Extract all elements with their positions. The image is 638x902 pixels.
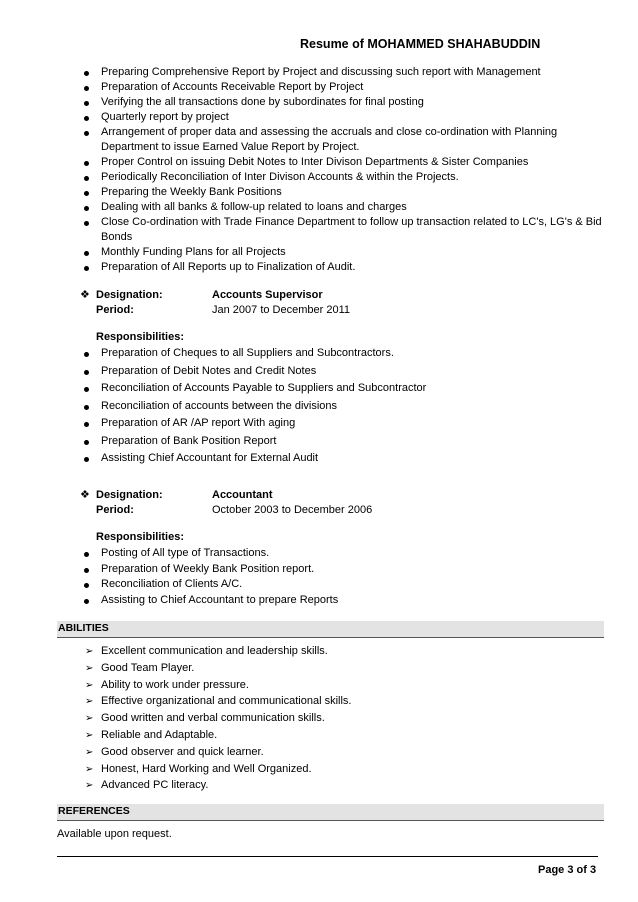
arrow-bullet-icon: ➢ [85, 746, 94, 758]
list-item: Dealing with all banks & follow-up related to loans and charges [57, 200, 602, 215]
list-item: ➢ Good observer and quick learner. [85, 745, 264, 758]
bullet-icon [84, 251, 89, 256]
job-1-responsibilities-list [57, 346, 602, 469]
arrow-bullet-icon: ➢ [85, 713, 94, 725]
list-item: Quarterly report by project [57, 110, 602, 125]
arrow-bullet-icon: ➢ [85, 662, 94, 674]
bullet-icon [84, 405, 89, 410]
list-item: ➢ Advanced PC literacy. [85, 779, 209, 792]
list-item: Reconciliation of Accounts Payable to Suppliers and Subcontractor [57, 381, 602, 396]
bullet-icon [84, 583, 89, 588]
diamond-bullet-icon: ❖ [80, 289, 90, 301]
bullet-icon [84, 116, 89, 121]
list-item: Preparation of Accounts Receivable Report by Project [57, 80, 602, 95]
list-item: Reconciliation of Clients A/C. [57, 577, 602, 592]
bullet-icon [84, 370, 89, 375]
list-item: Preparing the Weekly Bank Positions [57, 185, 602, 200]
section-title: REFERENCES [58, 805, 130, 817]
bullet-icon [84, 101, 89, 106]
bullet-icon [84, 206, 89, 211]
abilities-section-header [57, 621, 604, 638]
arrow-bullet-icon: ➢ [85, 679, 94, 691]
bullet-icon [84, 440, 89, 445]
duties-list [57, 65, 602, 275]
footer-divider [57, 856, 598, 857]
list-item: Close Co-ordination with Trade Finance Department to follow up transaction related to LC's, LG's & Bid Bonds [57, 215, 602, 245]
section-title: ABILITIES [58, 622, 109, 634]
bullet-icon [84, 422, 89, 427]
period-label: Period: [96, 304, 134, 316]
bullet-icon [84, 387, 89, 392]
period-label: Period: [96, 504, 134, 516]
list-item: ➢ Ability to work under pressure. [85, 678, 249, 691]
list-item: Arrangement of proper data and assessing the accruals and close co-ordination with Planning Department to issue Earned Value Report by Project. [57, 125, 602, 155]
bullet-icon [84, 71, 89, 76]
bullet-icon [84, 221, 89, 226]
arrow-bullet-icon: ➢ [85, 696, 94, 708]
bullet-icon [84, 568, 89, 573]
references-text: Available upon request. [57, 828, 172, 840]
list-item: Preparation of Debit Notes and Credit Notes [57, 364, 602, 379]
list-item: Preparation of All Reports up to Finalization of Audit. [57, 260, 602, 275]
list-item: Preparation of Cheques to all Suppliers and Subcontractors. [57, 346, 602, 361]
list-item: Preparation of Weekly Bank Position report. [57, 562, 602, 577]
page-header-title: Resume of MOHAMMED SHAHABUDDIN [300, 37, 541, 51]
bullet-icon [84, 86, 89, 91]
list-item: Assisting to Chief Accountant to prepare Reports [57, 593, 602, 608]
designation-value: Accounts Supervisor [212, 289, 323, 301]
arrow-bullet-icon: ➢ [85, 763, 94, 775]
abilities-list [85, 644, 585, 795]
list-item: Posting of All type of Transactions. [57, 546, 602, 561]
bullet-icon [84, 161, 89, 166]
job-2-details [80, 488, 372, 518]
responsibilities-heading: Responsibilities: [96, 531, 185, 543]
list-item: ➢ Excellent communication and leadership skills. [85, 645, 328, 657]
job-1-details [80, 288, 350, 318]
bullet-icon [84, 266, 89, 271]
list-item: ➢ Honest, Hard Working and Well Organized. [85, 762, 312, 775]
list-item: Preparing Comprehensive Report by Project and discussing such report with Management [57, 65, 602, 80]
list-item: Assisting Chief Accountant for External Audit [57, 451, 602, 466]
designation-value: Accountant [212, 489, 273, 501]
designation-label: Designation: [96, 289, 163, 301]
list-item: Reconciliation of accounts between the divisions [57, 399, 602, 414]
page-number: Page 3 of 3 [538, 864, 597, 876]
period-value: October 2003 to December 2006 [212, 504, 373, 516]
list-item: Periodically Reconciliation of Inter Divison Accounts & within the Projects. [57, 170, 602, 185]
designation-label: Designation: [96, 489, 163, 501]
arrow-bullet-icon: ➢ [85, 780, 94, 792]
bullet-icon [84, 599, 89, 604]
bullet-icon [84, 191, 89, 196]
bullet-icon [84, 131, 89, 136]
bullet-icon [84, 552, 89, 557]
list-item: ➢ Effective organizational and communicational skills. [85, 695, 352, 708]
responsibilities-heading: Responsibilities: [96, 331, 185, 343]
arrow-bullet-icon: ➢ [85, 729, 94, 741]
list-item: Proper Control on issuing Debit Notes to Inter Divison Departments & Sister Companies [57, 155, 602, 170]
list-item: Monthly Funding Plans for all Projects [57, 245, 602, 260]
list-item: Preparation of AR /AP report With aging [57, 416, 602, 431]
references-section-header [57, 804, 604, 821]
list-item: ➢ Good Team Player. [85, 661, 195, 674]
bullet-icon [84, 176, 89, 181]
list-item: Preparation of Bank Position Report [57, 434, 602, 449]
period-value: Jan 2007 to December 2011 [212, 304, 350, 316]
bullet-icon [84, 352, 89, 357]
list-item: ➢ Good written and verbal communication skills. [85, 712, 325, 725]
diamond-bullet-icon: ❖ [80, 489, 90, 501]
list-item: ➢ Reliable and Adaptable. [85, 728, 218, 741]
bullet-icon [84, 457, 89, 462]
arrow-bullet-icon: ➢ [85, 646, 94, 657]
job-2-responsibilities-list [57, 546, 602, 608]
list-item: Verifying the all transactions done by subordinates for final posting [57, 95, 602, 110]
